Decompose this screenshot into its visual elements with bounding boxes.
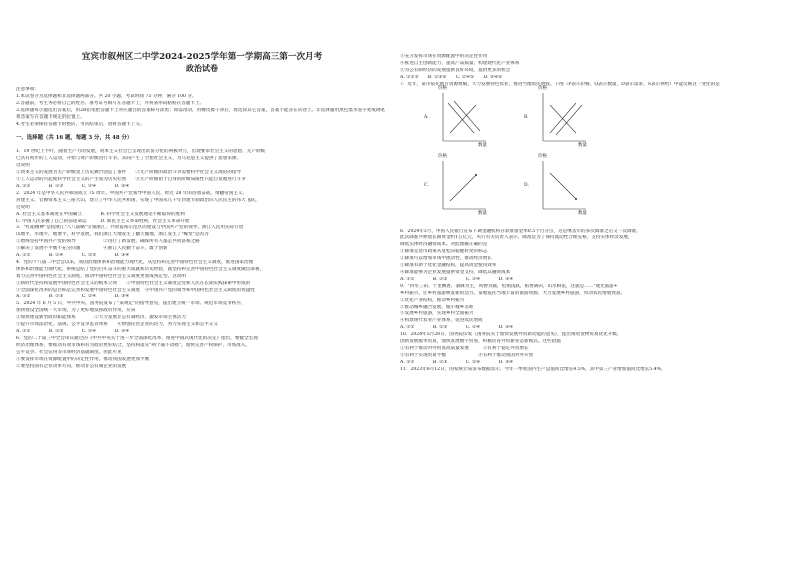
text-line: 乡村振兴，让乡村旅游焕发新的活力。某地依托当地丰富的旅游资源，大力发展乡村旅游，带动农民增收致富。 <box>400 290 626 296</box>
text-line: ①新时代坚持和发展中国特色社会主义的根本立场 ②中国特色社会主义制度是党和人民在长期实践探索中形成的 <box>16 280 251 286</box>
text-line: 降低实体经济融资成本。对此理解正确的是 <box>400 242 488 248</box>
text-line: ①加快建设新型政府职能体系 ②大力发展非公有制经济，激发市场主体活力 <box>16 315 186 321</box>
axis-label: 价格 <box>438 85 447 91</box>
text-line: ②要坚持国有企业改革方向，推动非公有制企业的发展 <box>16 363 127 369</box>
notice-line: 4.考生必须保持答题卡的整洁，考试结束后，请将答题卡上交。 <box>16 121 145 127</box>
notice-line: 1.本试卷分为选择题和非选择题两部分。共 20 小题，考试时间 75 分钟，满分 100 分。 <box>16 93 197 99</box>
axis-label: 数量 <box>578 142 587 148</box>
text-line: 经济治理体系，要推动有效市场和有为政府更好结合，坚持和落实"两个毫不动摇"，加快完善产权保护、市场准入、 <box>16 342 250 348</box>
text-line: ②降准可以增加市场中流动性，推动经济增长 <box>400 256 492 262</box>
text-line: ①要发挥市场在资源配置中的决定性作用，推动我国发展更加平衡 <box>16 356 150 362</box>
axis-label: 数量 <box>578 210 587 216</box>
text-line: 体系和治理能力现代化，系统总结了党的百年奋斗的重大成就和历史经验，就坚持和完善中国特色社会主义制度做出部署， <box>16 266 265 272</box>
axis-label: 价格 <box>438 153 447 159</box>
text-line: 这说明 <box>16 204 30 210</box>
notice-block <box>16 87 388 128</box>
text-line: ④降准能够为企业发展提供资金支持，降低其融资成本 <box>400 269 511 275</box>
text-line: ①降准是货币政策从宽松向稳健转变的标志 <box>400 249 488 255</box>
page-subtitle: 政治试卷 <box>186 63 218 73</box>
text-line: 7．近年，某市依托地方资源禀赋，大力发展特色农业，推进当地农民增收。下图（P表示价格，Q表示数量，D表示需求，S表示供给）中能反映这一变化的是 <box>400 81 720 87</box>
graph-option-label: A. <box>424 114 429 120</box>
text-line: ②推动城乡融合发展，缩小城乡差距 <box>400 304 474 310</box>
text-line: 2．2024 年是中华人民共和国成立 75 周年。中国共产党领导中国人民，经过 28 年的浴血奋战，推翻帝国主义、 <box>16 190 248 196</box>
left-column <box>16 0 388 561</box>
axis-label: 价格 <box>538 85 547 91</box>
text-line: 5．2024 年 6 月 5 日，中共中央、国务院发布了"某规定"的指导意见，提出建立统一市场、规范市场竞争秩序， <box>16 301 246 307</box>
text-line: 8．2024年3月，中国人民银行宣布下调金融机构存款准备金率0.5个百分点，这是继去年的多次降准之后又一次降准。 <box>400 228 641 234</box>
page-title: 宜宾市叙州区二中学2024-2025学年第一学期高三第一次月考 <box>81 52 323 62</box>
text-line: A. ①②③ B. ①③⑤ C. ②④⑤ D. ③④⑤ <box>400 74 503 80</box>
graph-b-plot <box>540 93 588 143</box>
text-line: ④构建现代农业产业体系，促进农民增收 <box>400 318 483 324</box>
text-line: ①始终坚持中国共产党的领导 ②进行了新发展，确保所有人都走共同富裕之路 <box>16 239 200 245</box>
question-block <box>16 149 388 370</box>
question-block <box>400 229 780 374</box>
text-line: 公平竞争、社会信用等市场经济基础制度。由此可见 <box>16 349 122 355</box>
notice-line: 注意事项： <box>16 87 39 92</box>
text-line: 9．"四水三田、十里飘香，桑麻为主，风物为辅，鱼翔浅底，稻香满田，山水相依，这就是……"观光旅游+ <box>400 283 618 289</box>
text-line: 着力完善中国特色社会主义制度，推动中国特色社会主义制度更加成熟定型。这说明 <box>16 273 186 279</box>
text-line: C. 中国人民掌握了自己的前途命运 D. 新民主主义革命胜利，社会主义革命开始 <box>16 218 190 224</box>
graph-option-label: B. <box>524 114 529 120</box>
text-line: ①优化产业结构，推动乡村振兴 <box>400 297 465 303</box>
graph-c <box>424 153 488 216</box>
text-line: 11．2023年6月12日，国家统计局发布数据显示，今年一季度国内生产总值同比增长4.5%，其中第三产业增加值同比增长5.4%， <box>400 366 666 372</box>
graph-d <box>524 153 588 216</box>
text-line: 已具有初步的工人运动，开始与资产阶级进行斗争。其间产生了空想社会主义，为马克思主义提供了思想来源， <box>16 156 242 162</box>
text-line: A. ①② B. ①③ C. ②④ D. ③④ <box>400 325 514 331</box>
text-line: ③解决了发展不平衡不充分问题 ④浙江人民勤于奋斗，敢于创新 <box>16 246 168 252</box>
text-line: A. 社会主义基本制度在中国确立 B. 科学社会主义发展理论不断取得的胜利 <box>16 211 185 217</box>
graph-a <box>424 85 488 148</box>
text-line: 山地平，水地平，地要平，科学发展，我们浙江大地发生了翻天覆地、浙江发生了"蝶变"是因为 <box>16 232 209 238</box>
text-line: 4．党的十八届二中全会以来，我国治理体系和治理能力现代化，从坚持和完善中国特色社会主义制度、推进国家治理 <box>16 259 254 265</box>
text-line: ③全面深化改革的总目标是完善和发展中国特色社会主义制度 ④中国共产党的领导和中国特色社会主义制度的优越性 <box>16 287 255 293</box>
text-line: A. ①② B. ①③ C. ②④ D. ③④ <box>400 359 514 365</box>
text-line: 封建主义、官僚资本主义三座大山，建立了中华人民共和国，实现了中国从几千年封建专制政治向人民民主的伟大飞跃。 <box>16 197 260 203</box>
graph-b <box>524 85 588 148</box>
text-line: ①资本主义的发展为无产阶级登上历史舞台创造了条件 ②无产阶级的政治斗争需要科学社会主义理论的指导 <box>16 170 242 176</box>
question-block <box>400 54 780 89</box>
text-line: ③降准有助于优化金融结构，提高资金使用效率 <box>400 263 497 269</box>
text-line: ⑤为公有制经济的发展提供良好环境，提供更多的机会 <box>400 67 511 73</box>
text-line: 创新发展服务贸易，加快发展数字贸易，积极培育外贸新业态新模式。这些措施 <box>400 339 561 345</box>
text-line: A. ①② B. ①③ C. ②④ D. ③④ <box>400 276 514 282</box>
text-line: ④推进自主创新能力，提高产品质量，构建现代化产业体系 <box>400 60 520 66</box>
text-line: 1．19 世纪上半叶，随着生产力的发展，资本主义社会已呈现出贫富分化的两极对立，出现要求社会主义的思想，无产阶级 <box>16 149 266 155</box>
text-line: A. ①② B. ①③ C. ②④ D. ③④ <box>16 329 130 334</box>
text-line: 此次降准共释放长期资金约1万亿元，央行有关负责人表示，降准是为了保持流动性合理充裕，支持实体经济发展， <box>400 235 633 241</box>
text-line: 6．党的二十届三中全会审议通过的《中共中央关于进一步全面深化改革、推进中国式现代化的决定》指出，要健全宏观 <box>16 335 258 341</box>
graph-a-plot <box>440 93 488 143</box>
text-line: A. ①② B. ①③ C. ②④ D. ③④ <box>16 294 130 300</box>
text-line: A. ①② B. ①④ C. ②③ D. ③④ <box>16 253 130 259</box>
graph-option-label: D. <box>524 182 529 188</box>
text-line: 加快建设全国统一大市场，为了更好地发挥政府作用，应该 <box>16 308 136 314</box>
notice-line: 2.答题前，考生务必将自己的姓名、准考证号填写在答题卡上，并将条形码粘贴在答题卡上。 <box>16 100 205 106</box>
text-line: ①有利于推动对外贸易高质量发展 ②有利于稳定外贸增长 <box>400 345 529 351</box>
axis-label: 数量 <box>478 210 487 216</box>
right-column <box>400 0 780 561</box>
graph-option-label: C. <box>424 182 429 188</box>
text-line: ③有利于实现贸易平衡 ④有利于推动我国对外开放 <box>400 352 534 358</box>
text-line: 10．2024年5月28日，国务院印发《国务院关于加快发展外贸新动能的意见》，提出推进货物贸易优化升级， <box>400 332 622 338</box>
text-line: ③工人运动的兴起使科学社会主义的产生成为历史必然 ④无产阶级由于自身的阶级局限性只能自发地进行斗争 <box>16 177 246 183</box>
graph-d-plot <box>540 161 588 211</box>
text-line: ③提升市场法治化、法规、公平竞争监管体系 ④增强民营企业的活力，努力实现主义和公平正义 <box>16 322 219 328</box>
notice-line: 3.选择题每小题选出答案后，用2B铅笔把答题卡上对应题目的答案标号涂黑；如需改动，用橡皮擦干净后，再选涂其它答案，答案不能答在试卷上。非选择题用黑色墨水签字笔或钢笔将答案写在答题卡规定的位置上。 <box>16 107 386 120</box>
section-heading: 一、选择题（共 16 题，每题 3 分，共 48 分） <box>16 135 133 142</box>
graph-c-plot <box>440 161 488 211</box>
supply-demand-graphs <box>400 85 780 225</box>
text-line: ③发展乡村旅游，实现乡村全面振兴 <box>400 311 474 317</box>
text-line: A. ①② B. ①③ C. ②④ D. ③④ <box>16 183 130 189</box>
text-line: ③充分发挥市场在资源配置中的决定性作用 <box>400 54 488 59</box>
text-line: 这说明 <box>16 163 30 169</box>
axis-label: 价格 <box>538 153 547 159</box>
text-line: 3．"红船精神"是指浙江"八八战略"引领浙江，共同富裕示范区的建设与中国共产党的领导。浙江人民用实际行动 <box>16 225 244 231</box>
axis-label: 数量 <box>478 142 487 148</box>
